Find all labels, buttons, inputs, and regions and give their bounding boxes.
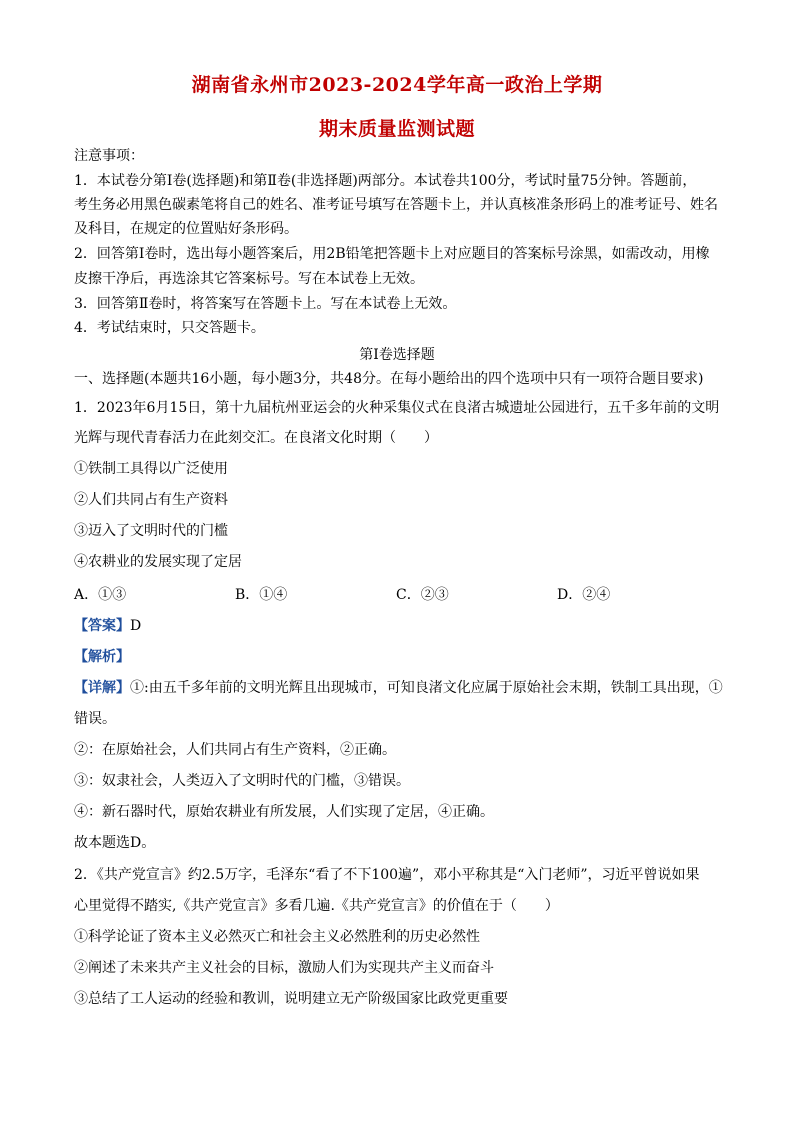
question-1-item: ②人们共同占有生产资料 — [74, 492, 228, 508]
document-title-line2: 期末质量监测试题 — [318, 118, 475, 140]
detail-line: 错误。 — [74, 711, 116, 727]
answer-row — [74, 617, 141, 635]
detail-line: ①:由五千多年前的文明光辉且出现城市，可知良渚文化应属于原始社会末期，铁制工具出现，① — [130, 680, 723, 696]
detail-line: 故本题选D。 — [74, 835, 156, 851]
detail-line: ④：新石器时代，原始农耕业有所发展，人们实现了定居，④正确。 — [74, 804, 494, 820]
section-title: 第Ⅰ卷选择题 — [359, 347, 435, 363]
notice-line: 4．考试结束时，只交答题卡。 — [74, 320, 265, 336]
question-1-item: ①铁制工具得以广泛使用 — [74, 461, 228, 477]
detail-line: ③：奴隶社会，人类迈入了文明时代的门槛，③错误。 — [74, 773, 410, 789]
question-1-stem: 光辉与现代青春活力在此刻交汇。在良渚文化时期（ ） — [74, 430, 438, 446]
notice-heading: 注意事项： — [74, 148, 144, 164]
question-1-option-a: A．①③ — [74, 587, 127, 603]
question-2-stem: 2．《共产党宣言》约2.5万字，毛泽东“看了不下100遍”，邓小平称其是“入门老师”，习近平曾说如果 — [74, 867, 700, 883]
question-1-option-d: D．②④ — [557, 587, 611, 603]
question-1-option-c: C．②③ — [396, 587, 449, 603]
question-1-option-b: B．①④ — [235, 587, 288, 603]
detail-row — [74, 679, 723, 697]
detail-line: ②：在原始社会，人们共同占有生产资料，②正确。 — [74, 742, 396, 758]
notice-line: 皮擦干净后，再选涂其它答案标号。写在本试卷上无效。 — [74, 271, 424, 287]
notice-line: 及科目，在规定的位置贴好条形码。 — [74, 221, 298, 237]
question-1-stem: 1．2023年6月15日，第十九届杭州亚运会的火种采集仪式在良渚古城遗址公园进行，五千多年前的文明 — [74, 400, 720, 416]
question-1-item: ④农耕业的发展实现了定居 — [74, 554, 242, 570]
notice-line: 3．回答第Ⅱ卷时，将答案写在答题卡上。写在本试卷上无效。 — [74, 296, 457, 312]
notice-line: 考生务必用黑色碳素笔将自己的姓名、准考证号填写在答题卡上，并认真核准条形码上的准考证号、姓名 — [74, 197, 718, 213]
question-2-item: ②阐述了未来共产主义社会的目标，激励人们为实现共产主义而奋斗 — [74, 960, 494, 976]
detail-label: 【详解】 — [74, 680, 130, 696]
analysis-label: 【解析】 — [74, 649, 130, 665]
analysis-row — [74, 648, 130, 666]
question-2-stem: 心里觉得不踏实,《共产党宣言》多看几遍.《共产党宣言》的价值在于（ ） — [74, 898, 559, 914]
question-2-item: ①科学论证了资本主义必然灭亡和社会主义必然胜利的历史必然性 — [74, 929, 480, 945]
notice-line: 1．本试卷分第Ⅰ卷(选择题)和第Ⅱ卷(非选择题)两部分。本试卷共100分，考试时量75分钟。答题前， — [74, 173, 697, 189]
section-intro: 一、选择题(本题共16小题，每小题3分，共48分。在每小题给出的四个选项中只有一项符合题目要求) — [74, 371, 704, 387]
answer-label: 【答案】 — [74, 618, 130, 634]
notice-line: 2．回答第Ⅰ卷时，选出每小题答案后，用2B铅笔把答题卡上对应题目的答案标号涂黑，如需改动，用橡 — [74, 246, 710, 262]
answer-value: D — [130, 618, 142, 634]
document-title-line1: 湖南省永州市2023-2024学年高一政治上学期 — [191, 74, 603, 96]
question-1-item: ③迈入了文明时代的门槛 — [74, 523, 228, 539]
question-2-item: ③总结了工人运动的经验和教训，说明建立无产阶级国家比政党更重要 — [74, 991, 508, 1007]
